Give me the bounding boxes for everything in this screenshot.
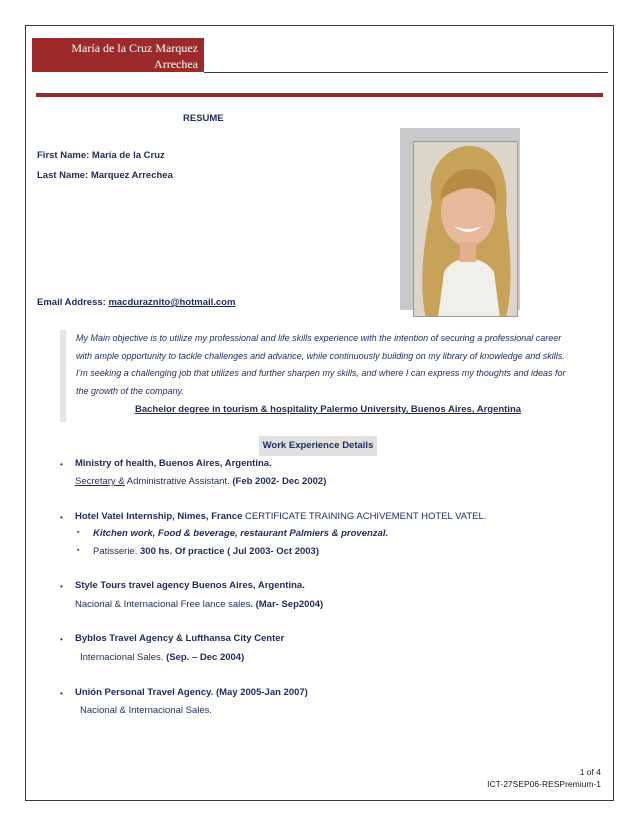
name-banner — [32, 38, 204, 72]
document-code: ICT-27SEP06-RESPremium-1 — [487, 779, 601, 789]
job-5-title: Unión Personal Travel Agency. (May 2005-Jan 2007) — [75, 687, 308, 698]
job-4-title: Byblos Travel Agency & Lufthansa City Center — [75, 633, 285, 644]
name-line-1: María de la Cruz Marquez — [71, 41, 198, 55]
objective-line-1: My Main objective is to utilize my professional and life skills experience with the intention of securing a professional career — [76, 333, 562, 343]
first-name-label: First Name: — [37, 150, 90, 161]
red-divider — [36, 93, 603, 97]
job-3-detail — [75, 599, 323, 610]
email-label: Email Address: — [37, 297, 106, 308]
work-experience-heading: Work Experience Details — [259, 436, 377, 456]
sub-bullet-icon: ▪ — [77, 547, 80, 554]
objective-paragraph — [76, 330, 606, 400]
job-3-title: Style Tours travel agency Buenos Aires, Argentina. — [75, 580, 305, 591]
bullet-icon: • — [60, 582, 63, 591]
email-row — [37, 297, 235, 308]
job-4-role: Internacional Sales. — [80, 652, 164, 663]
header-rule — [204, 72, 608, 73]
job-2-sub-2 — [93, 546, 319, 557]
job-4-detail — [80, 652, 244, 663]
job-2-title-row — [75, 511, 486, 522]
email-link[interactable]: macduraznito@hotmail.com — [108, 297, 236, 308]
job-4-dates: (Sep. – Dec 2004) — [163, 652, 245, 663]
bullet-icon: • — [60, 689, 63, 698]
sub-bullet-icon: ▪ — [77, 529, 80, 536]
first-name-row — [37, 150, 165, 161]
first-name-value: María de la Cruz — [91, 150, 165, 161]
job-1-title: Ministry of health, Buenos Aires, Argentina. — [75, 458, 272, 469]
job-2-patisserie: Patisserie. — [93, 546, 138, 557]
job-5-role: Nacional & Internacional Sales. — [80, 705, 213, 716]
resume-title: RESUME — [183, 113, 224, 124]
last-name-row — [37, 170, 173, 181]
last-name-label: Last Name: — [37, 170, 89, 181]
page-number: 1 of 4 — [579, 767, 601, 777]
education-degree: Bachelor degree in tourism & hospitality Palermo University, Buenos Aires, Argentina — [135, 404, 522, 415]
job-2-title: Hotel Vatel Internship, Nimes, France — [75, 511, 243, 522]
bullet-icon: • — [60, 460, 63, 469]
job-3-role: Nacional & Internacional Free lance sales — [75, 599, 251, 610]
job-3-dates: . (Mar- Sep2004) — [250, 599, 324, 610]
job-1-detail — [75, 476, 326, 487]
last-name-value: Marquez Arrechea — [90, 170, 173, 181]
objective-line-3: I'm seeking a challenging job that utilizes and further sharpen my skills, and where I can express my thoughts and ideas for — [76, 368, 566, 378]
bullet-icon: • — [60, 635, 63, 644]
job-1-dates: (Feb 2002- Dec 2002) — [229, 476, 327, 487]
job-2-sub-1: Kitchen work, Food & beverage, restaurant Palmiers & provenzal. — [93, 528, 389, 539]
bullet-icon: • — [60, 513, 63, 522]
quote-bar — [60, 330, 66, 422]
objective-line-2: with ample opportunity to tackle challenges and advance, while continuously building on my library of knowledge and skills. — [76, 350, 565, 361]
job-2-certificate: CERTIFICATE TRAINING ACHIVEMENT HOTEL VATEL. — [242, 511, 487, 522]
job-2-practice: 300 hs. Of practice ( Jul 2003- Oct 2003) — [137, 546, 320, 557]
job-1-role-underlined: Secretary & — [75, 476, 125, 487]
profile-photo — [413, 141, 518, 317]
name-line-2: Arrechea — [154, 57, 198, 71]
job-1-role: Administrative Assistant. — [124, 476, 230, 487]
objective-line-4: the growth of the company. — [76, 385, 184, 396]
